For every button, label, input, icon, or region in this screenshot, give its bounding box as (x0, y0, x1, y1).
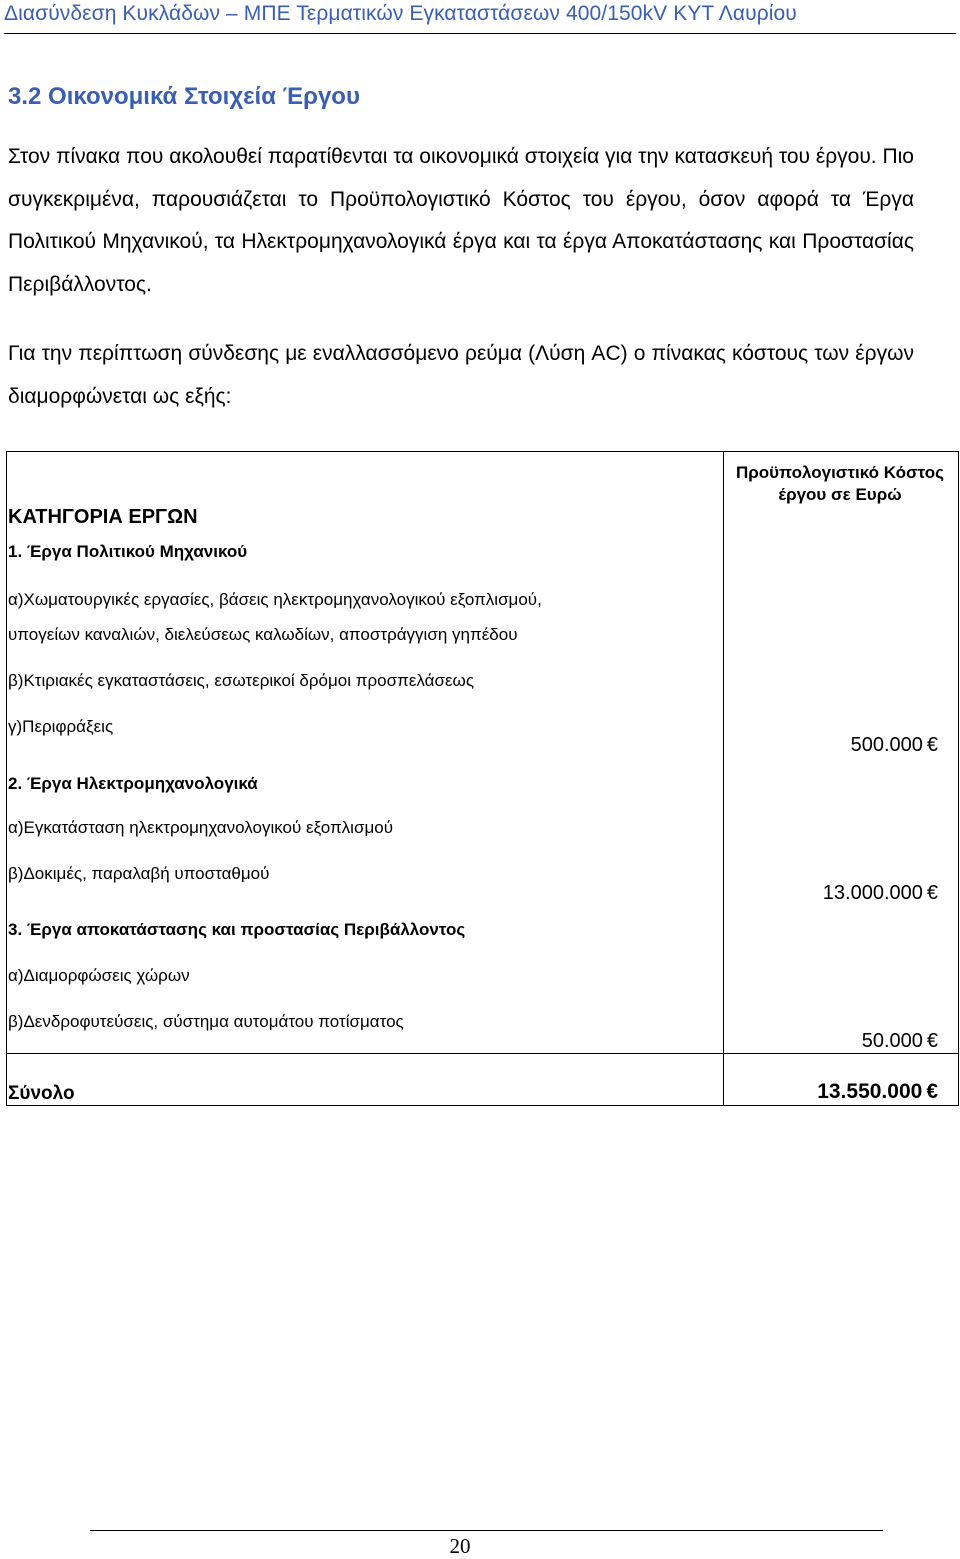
group-amount (724, 734, 938, 757)
page-number: 20 (449, 1534, 471, 1558)
euro-symbol: € (926, 1080, 938, 1103)
intro-paragraph: Στον πίνακα που ακολουθεί παρατίθενται τα οικονομικά στοιχεία για την κατασκευή του έργου. Πιο συγκεκριμένα, παρουσιάζεται το Προϋπολογιστικό Κόστος του έργου, όσον αφορά τα Έργα Πολιτικού Μηχανικού, τα Ηλεκτρομηχανολογικά έργα και τα έργα Αποκατάστασης και Προστασίας Περιβάλλοντος. (8, 145, 914, 296)
euro-symbol: € (926, 1030, 938, 1052)
group-title: 3. Έργα αποκατάστασης και προστασίας Περιβάλλοντος (8, 920, 466, 939)
euro-symbol: € (926, 734, 938, 756)
table-total-divider (6, 1053, 959, 1054)
group-item: β)Δενδροφυτεύσεις, σύστημα αυτομάτου ποτίσματος (8, 1012, 404, 1031)
header-rule (4, 33, 956, 34)
group-item: β)Δοκιμές, παραλαβή υποσταθμού (8, 864, 270, 883)
group-item: α)Διαμορφώσεις χώρων (8, 966, 190, 985)
footer-rule (90, 1530, 883, 1531)
group-title: 2. Έργα Ηλεκτρομηχανολογικά (8, 774, 258, 793)
total-amount (724, 1080, 938, 1104)
euro-symbol: € (926, 882, 938, 904)
amount-value: 50.000 (861, 1030, 923, 1052)
total-label: Σύνολο (8, 1083, 75, 1104)
group-amount (724, 882, 938, 905)
group-item: γ)Περιφράξεις (8, 717, 114, 736)
group-item: β)Κτιριακές εγκαταστάσεις, εσωτερικοί δρόμοι προσπελάσεως (8, 671, 475, 690)
section-title: 3.2 Οικονομικά Στοιχεία Έργου (8, 83, 360, 110)
group-item: υπογείων καναλιών, διελεύσεως καλωδίων, αποστράγγιση γηπέδου (8, 625, 518, 644)
amount-value: 500.000 (850, 734, 923, 756)
group-item: α)Χωματουργικές εργασίες, βάσεις ηλεκτρομηχανολογικού εξοπλισμού, (8, 590, 542, 609)
column-header-category: ΚΑΤΗΓΟΡΙΑ ΕΡΓΩΝ (8, 506, 198, 528)
group-title: 1. Έργα Πολιτικού Μηχανικού (8, 542, 248, 561)
table-column-divider (723, 451, 724, 1106)
total-value: 13.550.000 (817, 1080, 923, 1103)
group-amount (724, 1030, 938, 1053)
amount-value: 13.000.000 (822, 882, 923, 904)
ac-paragraph: Για την περίπτωση σύνδεσης με εναλλασσόμενο ρεύμα (Λύση AC) ο πίνακας κόστους των έργων διαμορφώνεται ως εξής: (8, 342, 914, 408)
running-header: Διασύνδεση Κυκλάδων – ΜΠΕ Τερματικών Εγκαταστάσεων 400/150kV ΚΥΤ Λαυρίου (4, 2, 797, 25)
group-item: α)Εγκατάσταση ηλεκτρομηχανολογικού εξοπλισμού (8, 818, 393, 837)
column-header-cost: Προϋπολογιστικό Κόστος έργου σε Ευρώ (735, 463, 944, 504)
